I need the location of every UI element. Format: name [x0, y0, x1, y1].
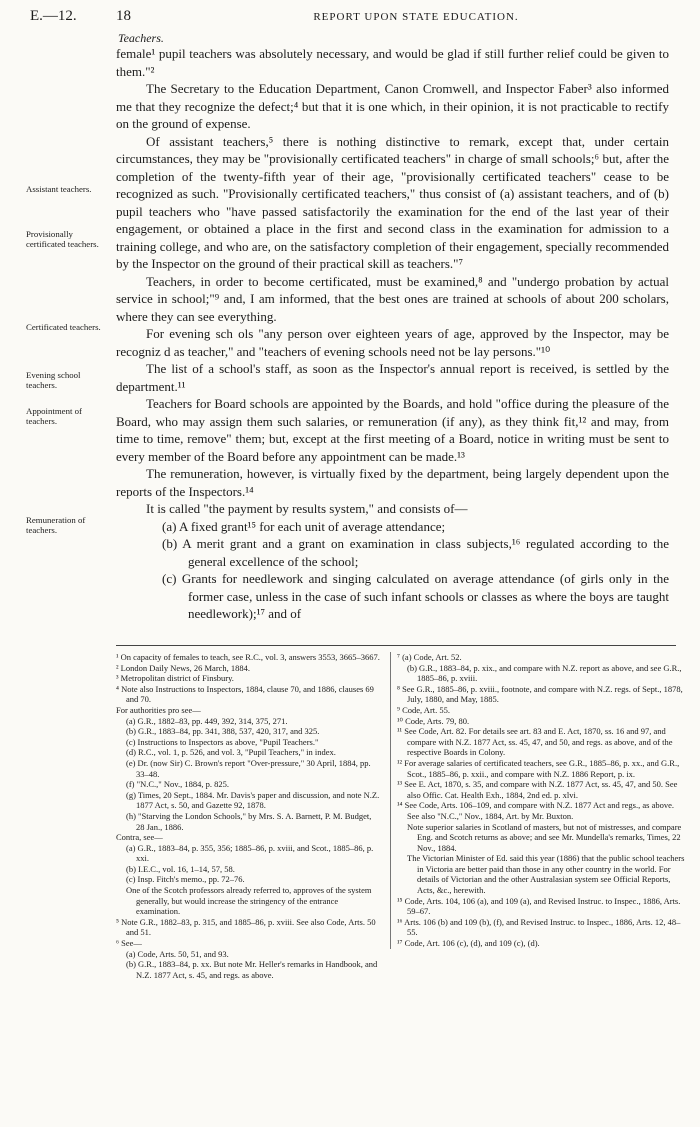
footnotes-left-column [116, 652, 382, 980]
footnote: (b) G.R., 1883–84, pp. 341, 388, 537, 420, 317, and 325. [126, 726, 320, 737]
footnote: ⁶ See— [116, 938, 142, 949]
footnote: ¹⁶ Arts. 106 (b) and 109 (b), (f), and Revised Instruc. to Inspec., 1886, Arts. 12, 48–55. [397, 916, 681, 938]
footnote: The Victorian Minister of Ed. said this year (1886) that the public school teachers in Victoria are better paid than those in any other country in the world. For details of Victorian and the other Australasian system see Official Reports, Acts, &c., herewith. [407, 853, 685, 896]
margin-note-provisional: Provisionally certificated teachers. [26, 229, 99, 249]
margin-note-remuneration: Remuneration of teachers. [26, 515, 86, 535]
footnote: (f) "N.C.," Nov., 1884, p. 825. [126, 779, 229, 790]
list-item: (a) A fixed grant¹⁵ for each unit of average attendance; [162, 518, 446, 534]
paragraph: The list of a school's staff, as soon as the Inspector's annual report is received, is settled by the department.¹¹ [116, 361, 669, 394]
footnote: For authorities pro see— [116, 704, 201, 715]
page-title: REPORT UPON STATE EDUCATION. [313, 11, 519, 23]
main-text [116, 45, 669, 623]
footnote: ¹² For average salaries of certificated teachers, see G.R., 1885–86, p. xx., and G.R., Scot., 1885–86, p. xxii., and compare with N.Z. 1886 Report, p. ix. [397, 757, 680, 779]
footnote: (c) Instructions to Inspectors as above, "Pupil Teachers." [126, 736, 319, 747]
footnote: ⁹ Code, Art. 55. [397, 704, 451, 715]
margin-note-evening: Evening school teachers. [26, 370, 81, 390]
footnote: ¹¹ See Code, Art. 82. For details see art. 83 and E. Act, 1870, ss. 16 and 97, and compare with N.Z. 1877 Act, ss. 45, 47, and 50, and regs. as above, and of the respective Boards in Colony. [397, 726, 673, 758]
footnote: (a) G.R., 1883–84, p. 355, 356; 1885–86, p. xviii, and Scot., 1885–86, p. xxi. [126, 842, 374, 864]
footnote: ⁴ Note also Instructions to Inspectors, 1884, clause 70, and 1886, clauses 69 and 70. [116, 683, 374, 705]
footnote: (c) Insp. Fitch's memo., pp. 72–76. [126, 874, 245, 885]
document-code: E.—12. [30, 8, 77, 24]
paragraph: It is called "the payment by results system," and consists of— [146, 501, 468, 516]
footnote: Contra, see— [116, 832, 163, 843]
footnote: ¹⁴ See Code, Arts. 106–109, and compare with N.Z. 1877 Act and regs., as above. See also "N.C.," Nov., 1884, Art. by Mr. Buxton. [397, 800, 674, 821]
footnote-divider [116, 645, 676, 646]
paragraph: Teachers for Board schools are appointed by the Boards, and hold "office during the pleasure of the Board, who may assign them such salaries, or remuneration (if any), as they think fit,¹² and may, from time to time, remove" them; but, except at the first meeting of a Board, notice in writing must be sent to every member of the Board before any appointment can be made.¹³ [116, 396, 669, 464]
footnote: (a) G.R., 1882–83, pp. 449, 392, 314, 375, 271. [126, 715, 288, 726]
page-header [30, 8, 682, 30]
paragraph: female¹ pupil teachers was absolutely necessary, and would be glad if still further relief could be given to them."² [116, 46, 669, 79]
margin-note-assistant: Assistant teachers. [26, 184, 92, 194]
footnote: (a) Code, Arts. 50, 51, and 93. [126, 948, 229, 959]
footnote: ² London Daily News, 26 March, 1884. [116, 662, 251, 673]
running-head: Teachers. [118, 31, 164, 45]
footnote: Note superior salaries in Scotland of masters, but not of mistresses, and compare Eng. and Scotch returns as above; and see Mr. Mundella's remarks, Times, 22 Nov., 1884. [407, 821, 682, 853]
list-item: (c) Grants for needlework and singing calculated on average attendance (of girls only in the former case, unless in the case of such infant schools or classes as where the boys are taught needlework);¹⁷ and of [162, 571, 669, 621]
footnote: ³ Metropolitan district of Finsbury. [116, 673, 234, 684]
margin-note-certificated: Certificated teachers. [26, 322, 101, 332]
footnote: ⁵ Note G.R., 1882–83, p. 315, and 1885–86, p. xviii. See also Code, Arts. 50 and 51. [116, 916, 376, 938]
footnote: ¹⁷ Code, Art. 106 (c), (d), and 109 (c), (d). [397, 938, 540, 949]
footnote: ⁷ (a) Code, Art. 52. [397, 652, 462, 662]
list-item: (b) A merit grant and a grant on examination in class subjects,¹⁶ regulated according to the general excellence of the school; [162, 536, 669, 569]
paragraph: The Secretary to the Education Department, Canon Cromwell, and Inspector Faber³ also informed me that they recognize the defect;⁴ but that it is one which, in their opinion, it is not practicable to rectify on the ground of expense. [116, 81, 669, 131]
paragraph: Teachers, in order to become certificated, must be examined,⁸ and "undergo probation by actual service in school;"⁹ and, I am informed, that the best ones are trained at schools of about 200 scholars, where they can see everything. [116, 273, 669, 324]
footnote: ⁸ See G.R., 1885–86, p. xviii., footnote, and compare with N.Z. regs. of Sept., 1878, July, 1880, and May, 1885. [397, 683, 683, 705]
paragraph: For evening sch ols "any person over eighteen years of age, approved by the Inspector, may be recogniz d as teacher," and "teachers of evening schools need not be lay persons."¹⁰ [116, 326, 669, 359]
footnote: (g) Times, 20 Sept., 1884. Mr. Davis's paper and discussion, and note N.Z. 1877 Act, s. 50, and Gazette 92, 1878. [126, 789, 380, 811]
paragraph: Of assistant teachers,⁵ there is nothing distinctive to remark, except that, under certain circumstances, they may be "provisionally certificated teachers" in charge of small schools;⁶ but, after the completion of the twenty-fifth year of their age, "provisionally certificated teachers" cease to be recognized as such. "Provisionally certificated teachers," thus consist of (a) assistant teachers, and of (b) pupil teachers who "have passed satisfactorily the examination for the end of the last year of their engagement, or obtained a place in the first and second class in the examination for admission to a training college, and who are, on the satisfactory completion of their engagement, specially recommended by the Inspector on the ground of their practical skill as teachers."⁷ [116, 133, 669, 271]
margin-note-appointment: Appointment of teachers. [26, 406, 82, 426]
footnote: (b) I.E.C., vol. 16, 1–14, 57, 58. [126, 863, 235, 874]
footnote: ¹⁵ Code, Arts. 104, 106 (a), and 109 (a), and Revised Instruc. to Inspec., 1886, Arts. 59–67. [397, 895, 681, 917]
page-number: 18 [116, 8, 131, 24]
paragraph: The remuneration, however, is virtually fixed by the department, being largely dependent upon the reports of the Inspectors.¹⁴ [116, 466, 669, 499]
footnote: ¹³ See E. Act, 1870, s. 35, and compare with N.Z. 1877 Act, ss. 45, 47, and 50. See also Offic. Cat. Health Exh., 1884, 2nd ed. p. xlvi. [397, 779, 678, 800]
footnote: One of the Scotch professors already referred to, approves of the system generally, but would increase the stringency of the entrance examination. [126, 885, 372, 917]
footnote: (b) G.R., 1883–84, p. xx. But note Mr. Heller's remarks in Handbook, and N.Z. 1877 Act, s. 45, and regs. as above. [126, 959, 378, 980]
footnote: ¹⁰ Code, Arts. 79, 80. [397, 715, 470, 726]
footnotes-right-column [390, 652, 687, 949]
footnote: ¹ On capacity of females to teach, see R.C., vol. 3, answers 3553, 3665–3667. [116, 652, 380, 662]
footnote: (h) "Starving the London Schools," by Mrs. S. A. Barnett, P. M. Budget, 28 Jan., 1886. [126, 810, 372, 832]
footnote: (d) R.C., vol. 1, p. 526, and vol. 3, "Pupil Teachers," in index. [126, 747, 336, 758]
footnote: (e) Dr. (now Sir) C. Brown's report "Over-pressure," 30 April, 1884, pp. 33–48. [126, 757, 371, 779]
footnote: (b) G.R., 1883–84, p. xix., and compare with N.Z. report as above, and see G.R., 1885–86, p. xviii. [407, 662, 682, 684]
